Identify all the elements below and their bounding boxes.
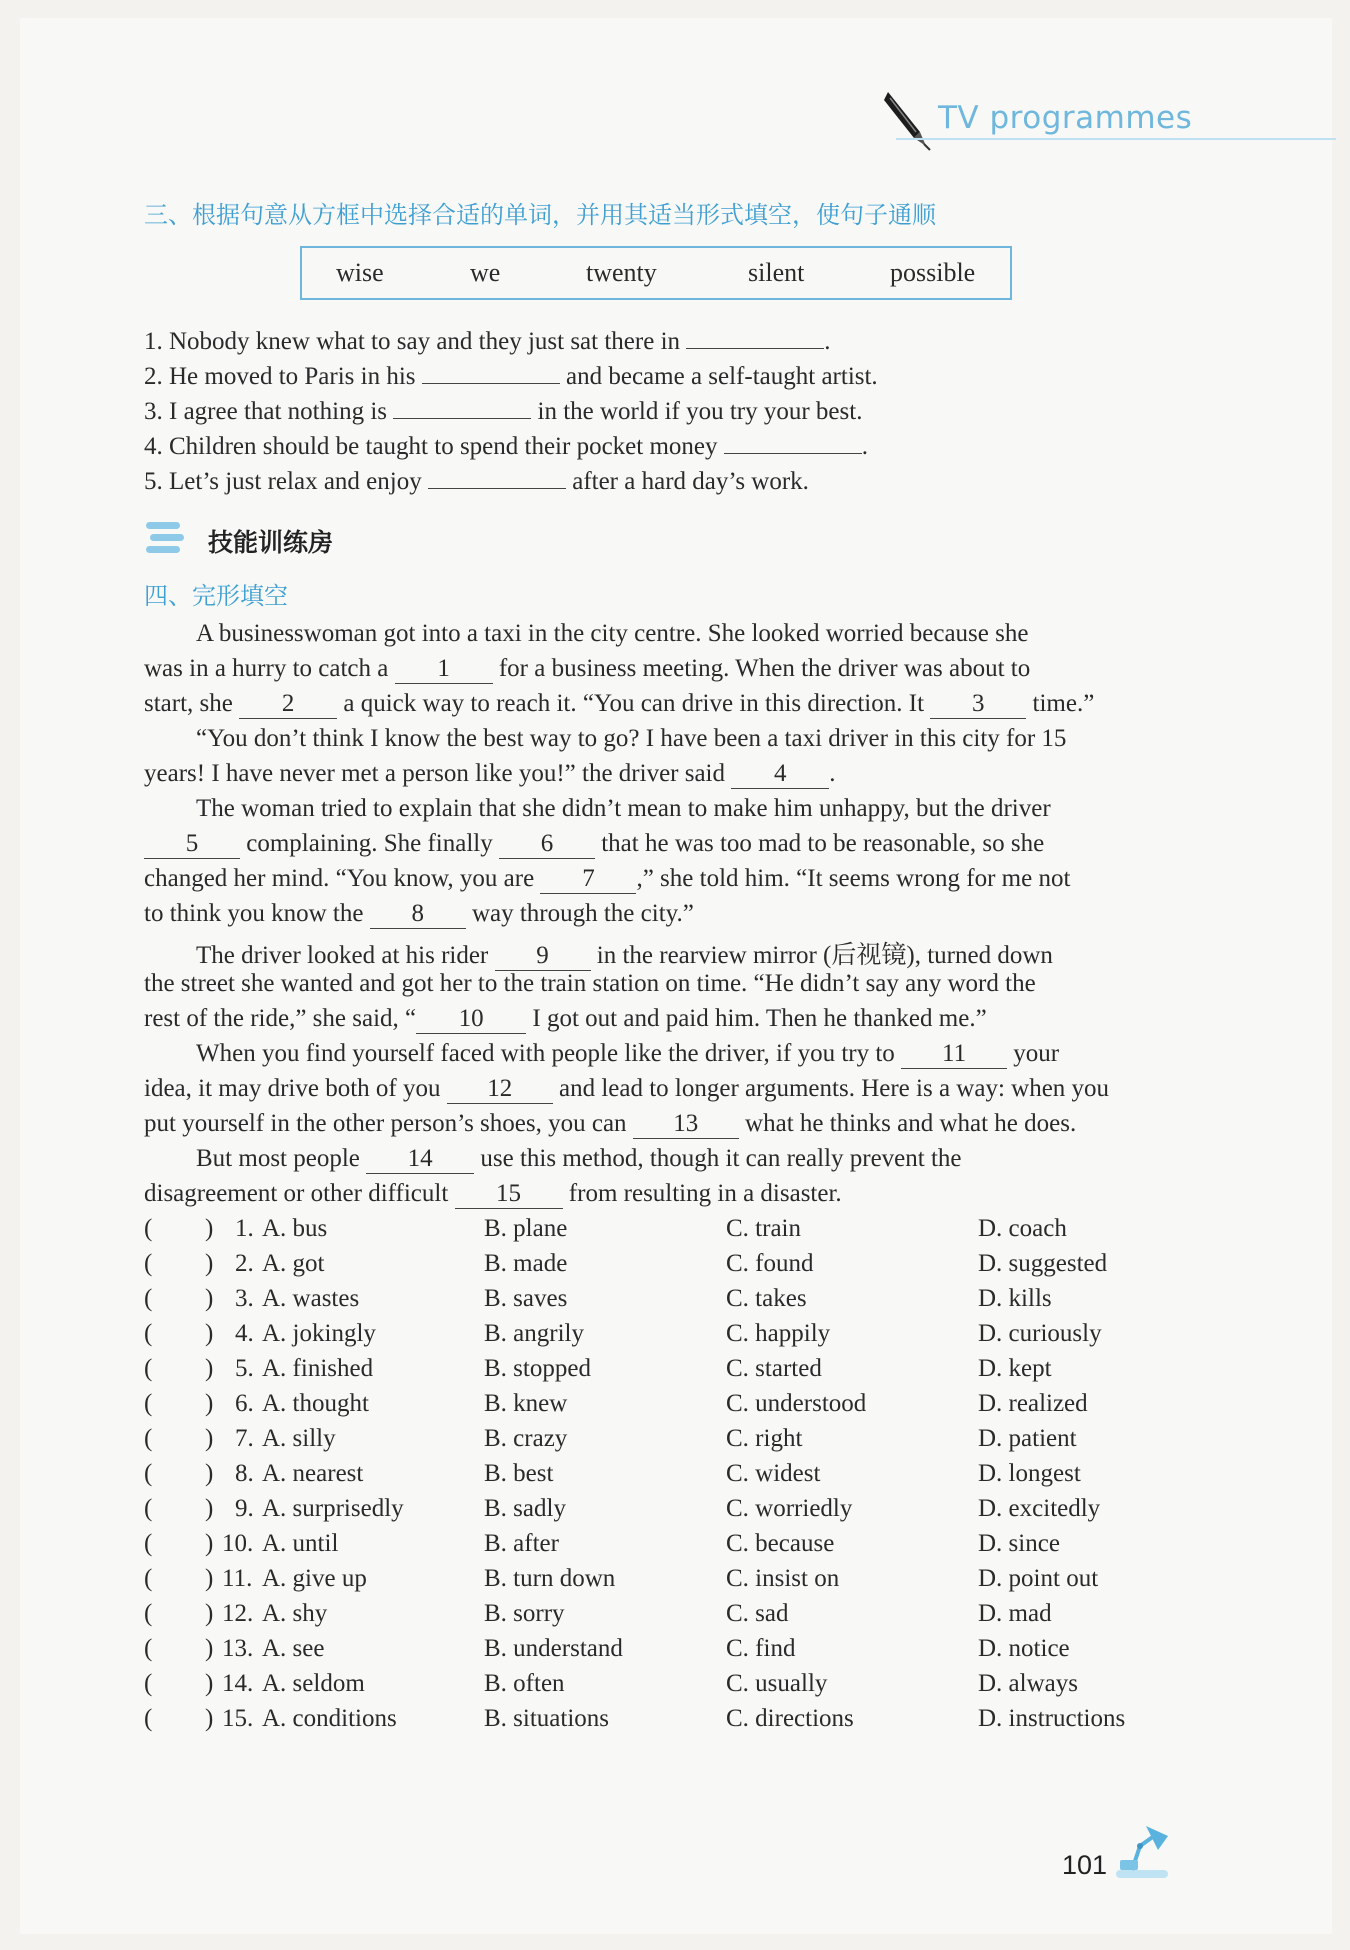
option-b[interactable]: B. angrily (484, 1320, 584, 1347)
passage-line: changed her mind. “You know, you are 7 ,” she told him. “It seems wrong for me not (144, 865, 1071, 892)
option-a[interactable]: A. nearest (262, 1460, 364, 1487)
answer-bracket-open: ( (144, 1670, 153, 1697)
desk-lamp-icon (1110, 1820, 1174, 1884)
answer-slot[interactable] (156, 1217, 204, 1245)
answer-bracket-open: ( (144, 1425, 153, 1452)
passage-line: idea, it may drive both of you 12 and lead to longer arguments. Here is a way: when you (144, 1075, 1110, 1102)
cloze-blank[interactable]: 12 (447, 1075, 553, 1104)
option-d[interactable]: D. always (978, 1670, 1078, 1697)
option-b[interactable]: B. plane (484, 1215, 568, 1242)
skill-section-title: 技能训练房 (208, 528, 334, 557)
option-d[interactable]: D. patient (978, 1425, 1077, 1452)
option-b[interactable]: B. best (484, 1460, 554, 1487)
option-d[interactable]: D. curiously (978, 1320, 1102, 1347)
fill-sentence: 3. I agree that nothing is in the world if you try your best. (144, 390, 862, 429)
option-b[interactable]: B. turn down (484, 1565, 616, 1592)
option-c[interactable]: C. find (726, 1635, 796, 1662)
answer-blank[interactable] (422, 355, 560, 384)
option-d[interactable]: D. excitedly (978, 1495, 1101, 1522)
option-a[interactable]: A. seldom (262, 1670, 365, 1697)
answer-bracket-close: ) (205, 1250, 214, 1277)
option-b[interactable]: B. often (484, 1670, 565, 1697)
option-a[interactable]: A. until (262, 1530, 339, 1557)
option-d[interactable]: D. realized (978, 1390, 1088, 1417)
answer-bracket-close: ) (205, 1600, 214, 1627)
answer-slot[interactable] (156, 1602, 204, 1630)
option-b[interactable]: B. made (484, 1250, 568, 1277)
question-number: 11. (222, 1565, 253, 1592)
answer-bracket-close: ) (205, 1635, 214, 1662)
header-title: TV programmes (938, 100, 1193, 136)
cloze-blank[interactable]: 2 (239, 690, 337, 719)
word-box-item: silent (748, 258, 805, 287)
option-d[interactable]: D. point out (978, 1565, 1099, 1592)
word-box-item: we (470, 258, 501, 287)
option-a[interactable]: A. got (262, 1250, 325, 1277)
answer-slot[interactable] (156, 1567, 204, 1595)
answer-bracket-close: ) (205, 1320, 214, 1347)
option-b[interactable]: B. saves (484, 1285, 568, 1312)
option-c[interactable]: C. sad (726, 1600, 789, 1627)
answer-bracket-close: ) (205, 1215, 214, 1242)
option-b[interactable]: B. situations (484, 1705, 610, 1732)
passage-line: 5 complaining. She finally 6 that he was too mad to be reasonable, so she (144, 830, 1044, 859)
passage-line: to think you know the 8 way through the city.” (144, 900, 694, 927)
option-a[interactable]: A. silly (262, 1425, 336, 1452)
passage-line: years! I have never met a person like you!” the driver said 4 . (144, 760, 836, 787)
option-b[interactable]: B. after (484, 1530, 559, 1557)
fill-sentence: 2. He moved to Paris in his and became a self-taught artist. (144, 355, 878, 394)
option-a[interactable]: A. thought (262, 1390, 369, 1417)
word-box (300, 246, 1012, 300)
cloze-blank[interactable]: 8 (370, 900, 466, 929)
question-number: 1. (235, 1215, 254, 1242)
answer-slot[interactable] (156, 1532, 204, 1560)
cloze-blank[interactable]: 6 (499, 830, 595, 859)
question-number: 9. (235, 1495, 254, 1522)
answer-bracket-close: ) (205, 1355, 214, 1382)
word-box-item: wise (336, 258, 384, 287)
answer-bracket-open: ( (144, 1530, 153, 1557)
cloze-blank[interactable]: 13 (633, 1110, 739, 1139)
question-number: 15. (222, 1705, 254, 1732)
cloze-blank[interactable]: 1 (395, 655, 493, 684)
answer-bracket-close: ) (205, 1285, 214, 1312)
passage-line: A businesswoman got into a taxi in the city centre. She looked worried because she (196, 620, 1029, 647)
option-a[interactable]: A. conditions (262, 1705, 397, 1732)
passage-line: But most people 14 use this method, though it can really prevent the (196, 1145, 962, 1172)
question-number: 8. (235, 1460, 254, 1487)
cloze-blank[interactable]: 9 (495, 942, 591, 971)
section4-title: 四、完形填空 (144, 582, 288, 610)
answer-slot[interactable] (156, 1357, 204, 1385)
answer-bracket-open: ( (144, 1215, 153, 1242)
passage-line: the street she wanted and got her to the train station on time. “He didn’t say any word the (144, 970, 1036, 997)
option-d[interactable]: D. suggested (978, 1250, 1108, 1277)
question-number: 13. (222, 1635, 254, 1662)
answer-slot[interactable] (156, 1497, 204, 1525)
passage-line: was in a hurry to catch a 1 for a business meeting. When the driver was about to (144, 655, 1031, 682)
passage-line: “You don’t think I know the best way to go? I have been a taxi driver in this city for 15 (196, 725, 1067, 752)
passage-line: The woman tried to explain that she didn’t mean to make him unhappy, but the driver (196, 795, 1051, 822)
option-c[interactable]: C. widest (726, 1460, 821, 1487)
question-number: 4. (235, 1320, 254, 1347)
option-d[interactable]: D. kills (978, 1285, 1052, 1312)
option-a[interactable]: A. surprisedly (262, 1495, 404, 1522)
answer-slot[interactable] (156, 1427, 204, 1455)
answer-bracket-close: ) (205, 1425, 214, 1452)
option-a[interactable]: A. shy (262, 1600, 328, 1627)
option-a[interactable]: A. bus (262, 1215, 328, 1242)
cloze-blank[interactable]: 10 (416, 1005, 526, 1034)
option-a[interactable]: A. jokingly (262, 1320, 376, 1347)
option-c[interactable]: C. worriedly (726, 1495, 853, 1522)
option-a[interactable]: A. wastes (262, 1285, 360, 1312)
answer-blank[interactable] (393, 390, 531, 419)
answer-slot[interactable] (156, 1672, 204, 1700)
option-c[interactable]: C. directions (726, 1705, 854, 1732)
option-b[interactable]: B. sorry (484, 1600, 565, 1627)
option-c[interactable]: C. takes (726, 1285, 807, 1312)
option-b[interactable]: B. knew (484, 1390, 568, 1417)
cloze-blank[interactable]: 4 (731, 760, 829, 789)
answer-bracket-open: ( (144, 1390, 153, 1417)
passage-line: The driver looked at his rider 9 in the rearview mirror (后视镜), turned down (196, 942, 1053, 969)
answer-bracket-open: ( (144, 1460, 153, 1487)
passage-line: rest of the ride,” she said, “ 10 I got out and paid him. Then he thanked me.” (144, 1005, 987, 1032)
skill-section-icon (144, 518, 188, 558)
option-d[interactable]: D. notice (978, 1635, 1070, 1662)
option-d[interactable]: D. since (978, 1530, 1060, 1557)
option-b[interactable]: B. stopped (484, 1355, 591, 1382)
option-c[interactable]: C. because (726, 1530, 835, 1557)
answer-bracket-close: ) (205, 1670, 214, 1697)
option-c[interactable]: C. happily (726, 1320, 831, 1347)
passage-line: When you find yourself faced with people like the driver, if you try to 11 your (196, 1040, 1060, 1067)
answer-bracket-open: ( (144, 1635, 153, 1662)
cloze-blank[interactable]: 15 (455, 1180, 563, 1209)
option-d[interactable]: D. kept (978, 1355, 1052, 1382)
answer-slot[interactable] (156, 1322, 204, 1350)
answer-slot[interactable] (156, 1707, 204, 1735)
option-b[interactable]: B. understand (484, 1635, 623, 1662)
option-d[interactable]: D. longest (978, 1460, 1081, 1487)
option-a[interactable]: A. see (262, 1635, 325, 1662)
question-number: 12. (222, 1600, 254, 1627)
answer-blank[interactable] (428, 460, 566, 489)
option-d[interactable]: D. coach (978, 1215, 1067, 1242)
option-c[interactable]: C. right (726, 1425, 803, 1452)
option-d[interactable]: D. mad (978, 1600, 1052, 1627)
word-box-item: possible (890, 258, 976, 287)
cloze-blank[interactable]: 14 (366, 1145, 474, 1174)
answer-slot[interactable] (156, 1392, 204, 1420)
answer-slot[interactable] (156, 1252, 204, 1280)
question-number: 10. (222, 1530, 254, 1557)
cloze-blank[interactable]: 11 (901, 1040, 1007, 1069)
answer-slot[interactable] (156, 1637, 204, 1665)
cloze-blank[interactable]: 5 (144, 830, 240, 859)
cloze-blank[interactable]: 7 (540, 865, 636, 894)
option-c[interactable]: C. found (726, 1250, 814, 1277)
answer-bracket-open: ( (144, 1355, 153, 1382)
fill-sentence: 4. Children should be taught to spend their pocket money . (144, 425, 868, 464)
passage-line: start, she 2 a quick way to reach it. “You can drive in this direction. It 3 time.” (144, 690, 1095, 717)
question-number: 6. (235, 1390, 254, 1417)
question-number: 5. (235, 1355, 254, 1382)
answer-bracket-close: ) (205, 1565, 214, 1592)
answer-bracket-open: ( (144, 1565, 153, 1592)
answer-blank[interactable] (686, 320, 824, 349)
answer-bracket-open: ( (144, 1320, 153, 1347)
question-number: 3. (235, 1285, 254, 1312)
question-number: 7. (235, 1425, 254, 1452)
option-b[interactable]: B. crazy (484, 1425, 568, 1452)
question-number: 14. (222, 1670, 254, 1697)
answer-bracket-open: ( (144, 1705, 153, 1732)
word-box-item: twenty (586, 258, 657, 287)
answer-blank[interactable] (724, 425, 862, 454)
answer-bracket-close: ) (205, 1705, 214, 1732)
page-number: 101 (1062, 1850, 1108, 1880)
option-b[interactable]: B. sadly (484, 1495, 566, 1522)
answer-bracket-close: ) (205, 1460, 214, 1487)
answer-bracket-open: ( (144, 1600, 153, 1627)
option-a[interactable]: A. finished (262, 1355, 374, 1382)
answer-bracket-close: ) (205, 1530, 214, 1557)
option-c[interactable]: C. train (726, 1215, 801, 1242)
option-c[interactable]: C. started (726, 1355, 822, 1382)
cloze-blank[interactable]: 3 (930, 690, 1026, 719)
option-a[interactable]: A. give up (262, 1565, 367, 1592)
answer-bracket-open: ( (144, 1495, 153, 1522)
answer-bracket-close: ) (205, 1390, 214, 1417)
option-c[interactable]: C. insist on (726, 1565, 840, 1592)
fill-sentence: 1. Nobody knew what to say and they just sat there in . (144, 320, 831, 359)
header-divider (896, 138, 1336, 140)
passage-line: put yourself in the other person’s shoes, you can 13 what he thinks and what he does. (144, 1110, 1077, 1137)
option-c[interactable]: C. usually (726, 1670, 828, 1697)
fill-sentence: 5. Let’s just relax and enjoy after a hard day’s work. (144, 460, 809, 499)
answer-bracket-close: ) (205, 1495, 214, 1522)
pen-icon (880, 88, 940, 154)
question-number: 2. (235, 1250, 254, 1277)
answer-bracket-open: ( (144, 1250, 153, 1277)
option-d[interactable]: D. instructions (978, 1705, 1126, 1732)
section3-title: 三、根据句意从方框中选择合适的单词，并用其适当形式填空，使句子通顺 (144, 201, 936, 229)
passage-line: disagreement or other difficult 15 from resulting in a disaster. (144, 1180, 842, 1207)
answer-slot[interactable] (156, 1287, 204, 1315)
option-c[interactable]: C. understood (726, 1390, 867, 1417)
answer-bracket-open: ( (144, 1285, 153, 1312)
answer-slot[interactable] (156, 1462, 204, 1490)
